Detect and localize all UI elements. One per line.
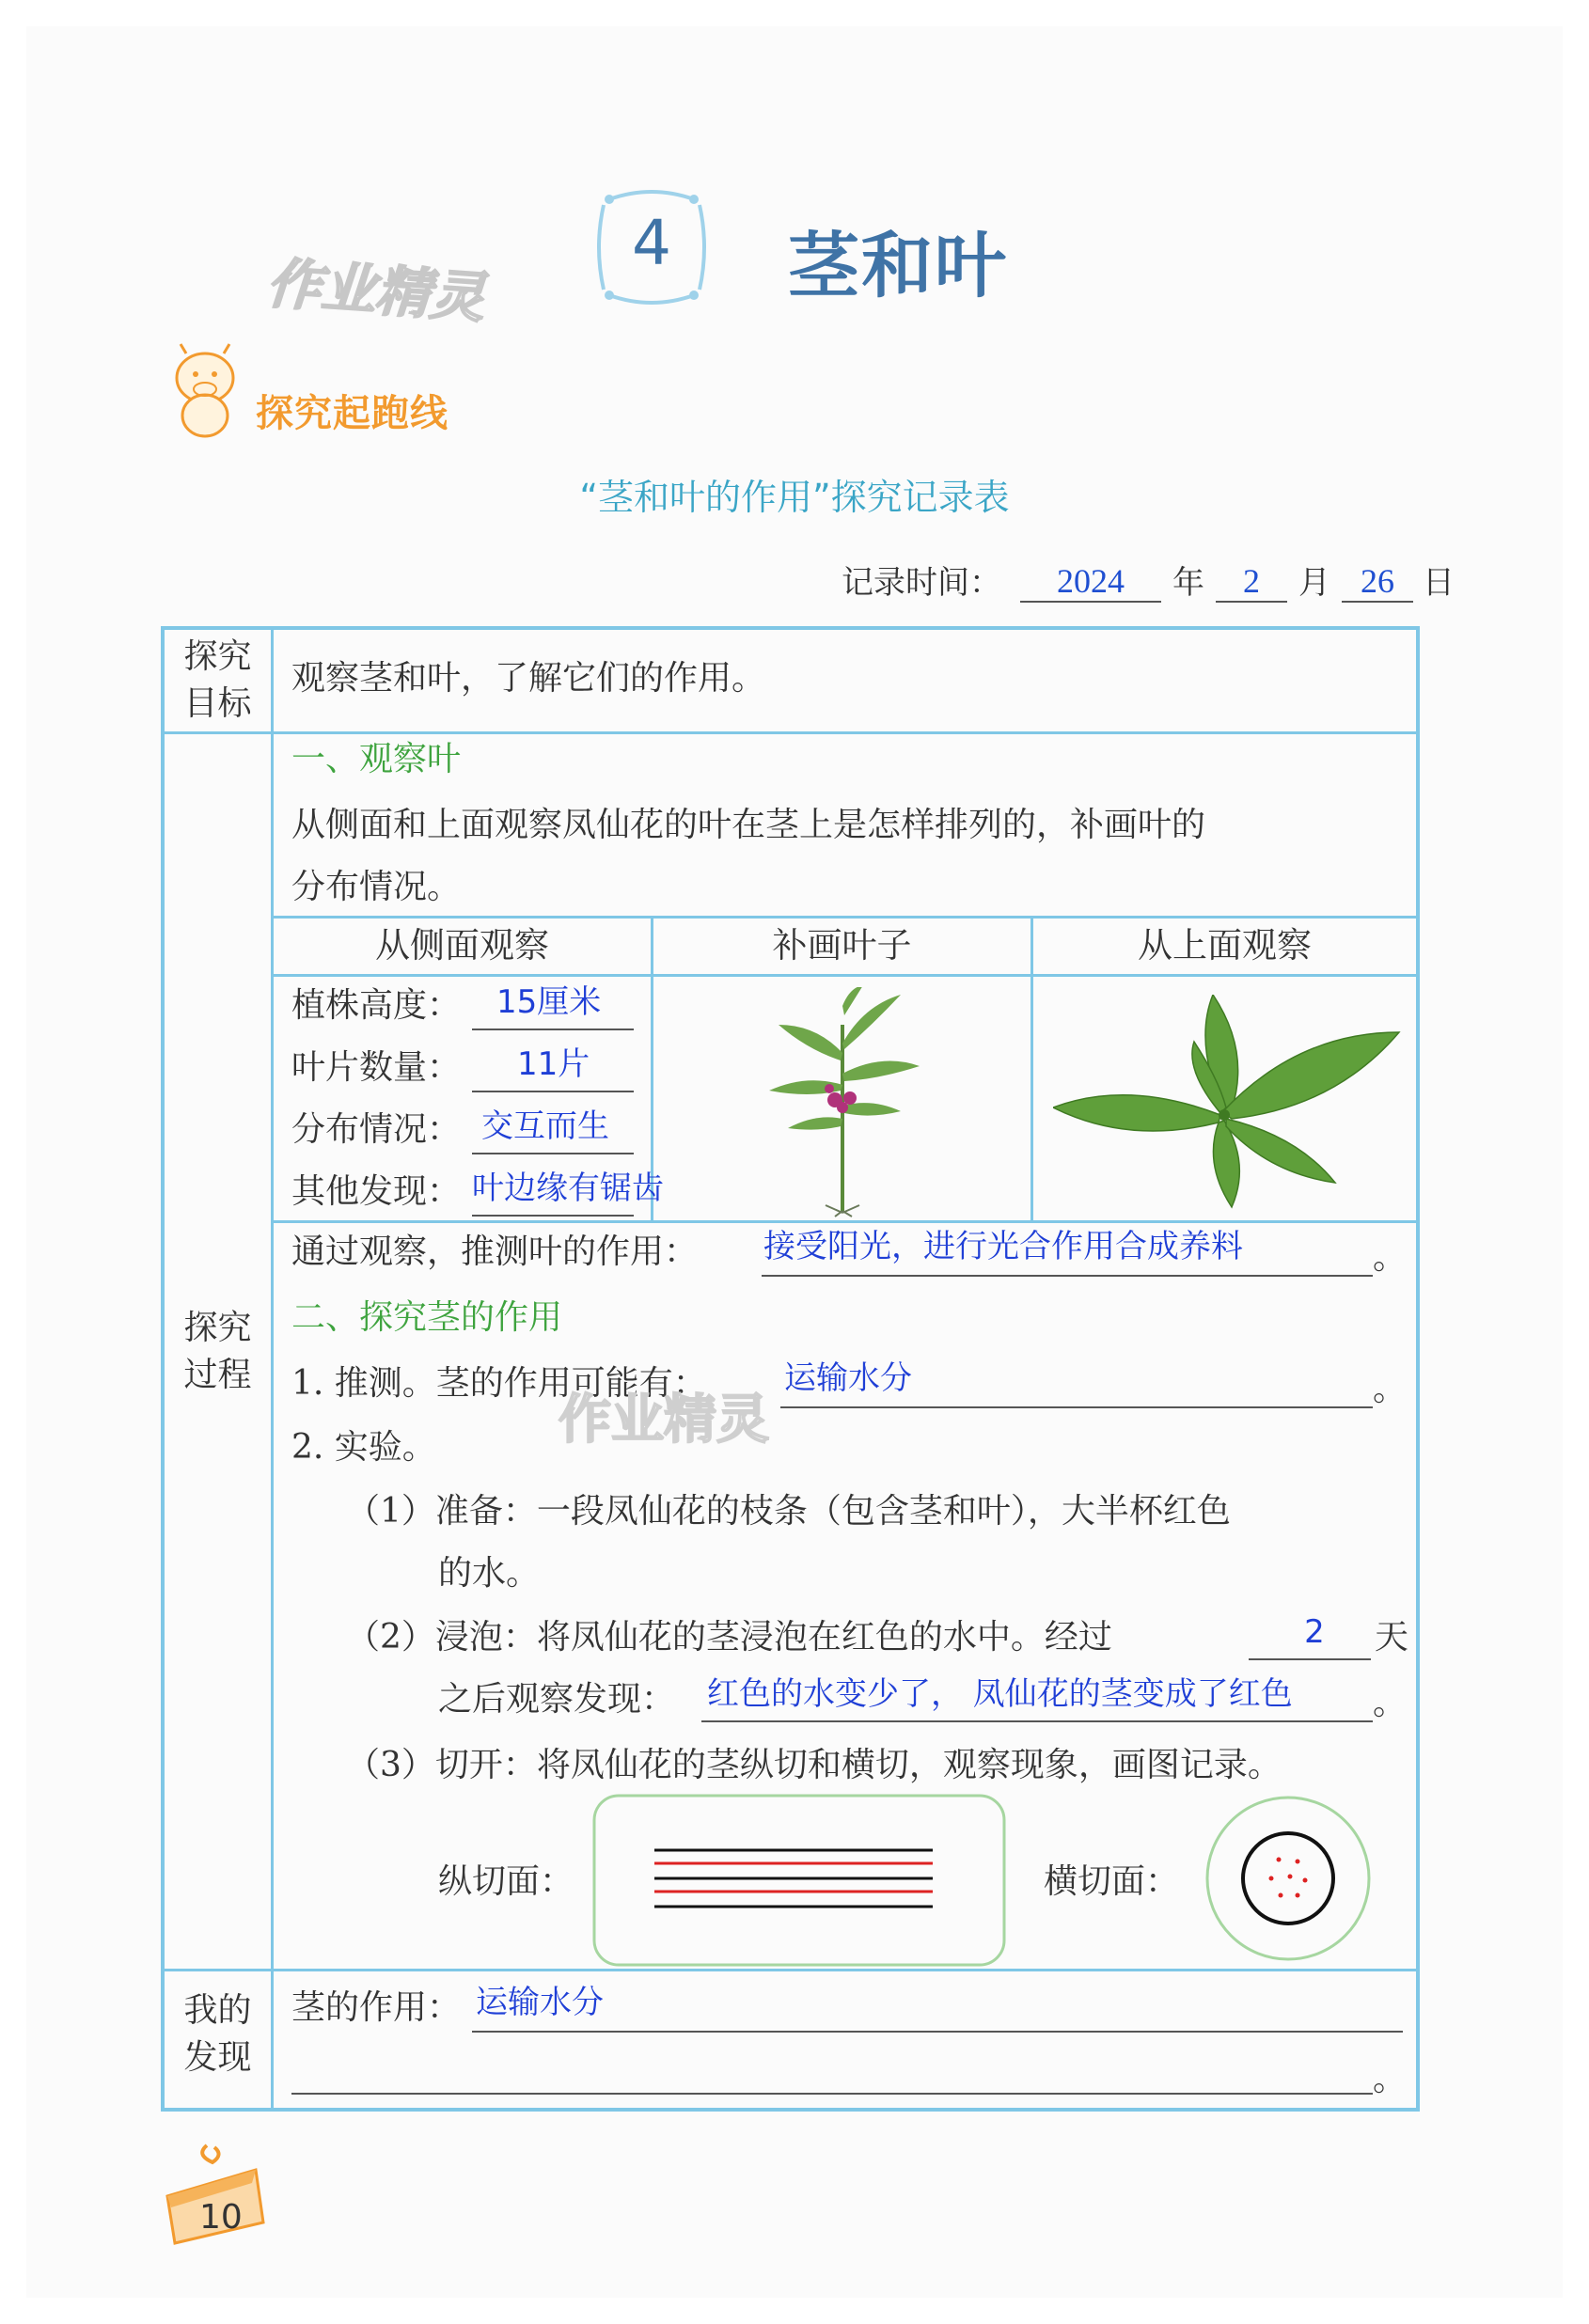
goal-text: 观察茎和叶，了解它们的作用。 xyxy=(291,659,766,698)
dist-label: 分布情况： xyxy=(291,1110,462,1149)
cross-section-label: 横切面： xyxy=(1044,1862,1180,1901)
table-border-top xyxy=(161,626,1420,630)
section-tag: 探究起跑线 xyxy=(256,392,448,435)
step1-label: 1. 推测。茎的作用可能有： xyxy=(291,1364,707,1403)
year-unit: 年 xyxy=(1172,564,1204,602)
finding-underline-1 xyxy=(472,2031,1403,2033)
part1-title: 一、观察叶 xyxy=(291,740,462,778)
infer-label: 通过观察，推测叶的作用： xyxy=(291,1233,699,1271)
height-underline xyxy=(472,1029,634,1030)
col-head-side: 从侧面观察 xyxy=(375,925,549,966)
infer-period: 。 xyxy=(1373,1238,1408,1277)
watermark-center: 作业精灵 xyxy=(559,1390,769,1451)
col-head-draw: 补画叶子 xyxy=(772,925,912,966)
soak-value: 红色的水变少了， 凤仙花的茎变成了红色 xyxy=(707,1675,1293,1713)
part1-text-line2: 分布情况。 xyxy=(291,868,462,906)
count-underline xyxy=(472,1091,634,1092)
plant-side-drawing xyxy=(760,987,929,1217)
process-label-line2: 过程 xyxy=(183,1356,252,1394)
table-title: “茎和叶的作用”探究记录表 xyxy=(579,477,1010,518)
table-border-bottom xyxy=(161,2108,1420,2112)
dist-underline xyxy=(472,1153,634,1154)
step2-label: 2. 实验。 xyxy=(291,1428,436,1467)
record-day: 26 xyxy=(1342,561,1413,603)
finding-value: 运输水分 xyxy=(476,1984,604,2021)
chapter-title: 茎和叶 xyxy=(788,224,1008,307)
long-section-drawing xyxy=(592,1794,1006,1967)
process-label-line1: 探究 xyxy=(183,1309,252,1347)
long-section-label: 纵切面： xyxy=(438,1862,574,1901)
soak-days: 2 xyxy=(1304,1613,1325,1651)
subtable-bottom xyxy=(271,1220,1420,1223)
page-number: 10 xyxy=(199,2198,243,2237)
goal-label-line1: 探究 xyxy=(183,637,252,676)
other-label: 其他发现： xyxy=(291,1172,462,1211)
count-label: 叶片数量： xyxy=(291,1048,462,1087)
step1-value: 运输水分 xyxy=(784,1359,912,1397)
finding-label-line2: 发现 xyxy=(183,2038,252,2077)
part2-title: 二、探究茎的作用 xyxy=(291,1298,563,1337)
prep-line2: 的水。 xyxy=(438,1554,541,1593)
watermark: 作业精灵 xyxy=(264,250,487,330)
soak-period: 。 xyxy=(1373,1684,1408,1722)
count-value: 11片 xyxy=(517,1045,590,1083)
other-underline xyxy=(472,1215,634,1217)
unit-number: 4 xyxy=(632,207,671,279)
unit-number-frame xyxy=(590,186,713,308)
height-label: 植株高度： xyxy=(291,986,462,1025)
record-year: 2024 xyxy=(1020,561,1161,603)
step1-underline xyxy=(780,1406,1373,1408)
goal-label xyxy=(165,634,271,728)
soak-text-b: 天 xyxy=(1375,1618,1409,1657)
record-time-label: 记录时间： xyxy=(842,564,1001,602)
infer-value: 接受阳光，进行光合作用合成养料 xyxy=(763,1228,1243,1265)
cut-text: （3）切开：将凤仙花的茎纵切和横切，观察现象，画图记录。 xyxy=(346,1746,1282,1784)
cross-section-drawing xyxy=(1204,1794,1373,1963)
prep-line1: （1）准备：一段凤仙花的枝条（包含茎和叶），大半杯红色 xyxy=(346,1492,1231,1531)
record-time xyxy=(842,557,1455,603)
row-divider-finding xyxy=(161,1969,1420,1971)
month-unit: 月 xyxy=(1298,564,1330,602)
record-month: 2 xyxy=(1216,561,1287,603)
soak-text-c: 之后观察发现： xyxy=(438,1680,676,1719)
finding-underline-2 xyxy=(291,2093,1373,2095)
process-label xyxy=(165,1305,271,1399)
label-column-divider xyxy=(271,626,274,2112)
table-border-right xyxy=(1416,626,1420,2112)
soak-text-a: （2）浸泡：将凤仙花的茎浸泡在红色的水中。经过 xyxy=(346,1618,1112,1657)
row-divider-goal xyxy=(161,731,1420,734)
finding-text-label: 茎的作用： xyxy=(291,1988,462,2027)
infer-underline xyxy=(762,1275,1373,1277)
subtable-header-line xyxy=(271,974,1420,977)
part1-text-line1: 从侧面和上面观察凤仙花的叶在茎上是怎样排列的，补画叶的 xyxy=(291,806,1206,844)
finding-period: 。 xyxy=(1373,2060,1408,2098)
cow-mascot-icon xyxy=(158,340,252,444)
step1-period: 。 xyxy=(1373,1370,1408,1408)
col-head-top: 从上面观察 xyxy=(1138,925,1312,966)
goal-label-line2: 目标 xyxy=(183,684,252,723)
dist-value: 交互而生 xyxy=(481,1107,609,1145)
height-value: 15厘米 xyxy=(496,983,602,1021)
day-unit: 日 xyxy=(1423,564,1455,602)
soak-underline xyxy=(701,1720,1373,1722)
soak-days-underline xyxy=(1249,1658,1371,1660)
other-value: 叶边缘有锯齿 xyxy=(472,1170,664,1207)
finding-label xyxy=(165,1987,271,2081)
finding-label-line1: 我的 xyxy=(183,1991,252,2030)
plant-top-drawing xyxy=(1053,995,1401,1211)
